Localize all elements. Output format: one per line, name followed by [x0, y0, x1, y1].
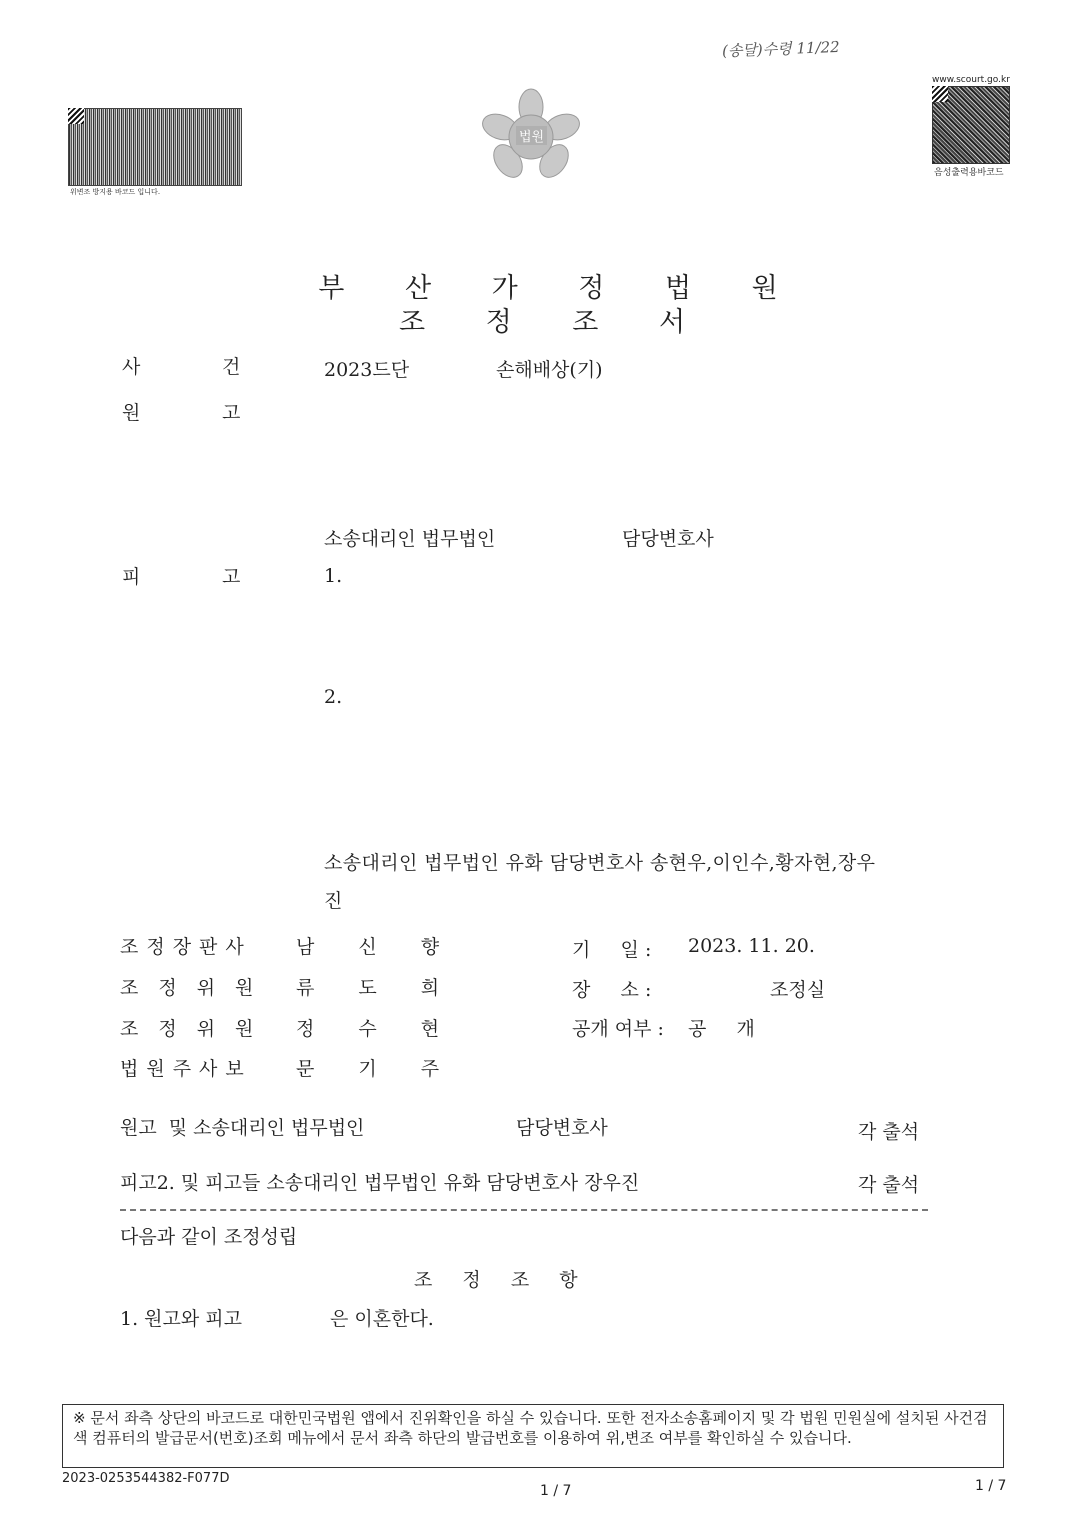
plaintiff-label-b: 고: [222, 402, 241, 424]
court-seal-text: 법원: [516, 126, 547, 145]
voice-output-barcode: [932, 86, 1010, 164]
session-date-label: 기 일 :: [572, 939, 652, 961]
attendance-left: 피고2. 및 피고들 소송대리인 법무법인 유화 담당변호사 장우진: [120, 1172, 640, 1194]
issue-number: 2023-0253544382-F077D: [62, 1471, 230, 1486]
session-public-label: 공개 여부 :: [572, 1018, 664, 1040]
anti-forgery-barcode-caption: 위변조 방지용 바코드 입니다.: [70, 188, 161, 196]
document-title: 조 정 조 서: [398, 307, 712, 338]
attendance-right: 각 출석: [858, 1174, 920, 1196]
established-text: 다음과 같이 조정성립: [120, 1226, 298, 1248]
term-1-suffix: 은 이혼한다.: [330, 1308, 434, 1330]
plaintiff-agent-prefix: 소송대리인 법무법인: [324, 528, 496, 550]
divider-line: [120, 1209, 928, 1211]
defendant-label-a: 피: [122, 566, 141, 588]
official-name: 정 수 현: [296, 1018, 440, 1040]
court-name: 부 산 가 정 법 원: [318, 273, 804, 304]
plaintiff-label-a: 원: [122, 402, 141, 424]
scourt-url: www.scourt.go.kr: [932, 75, 1010, 85]
official-role: 조정위원: [120, 1018, 274, 1040]
defendant-label-b: 고: [222, 566, 241, 588]
case-number: 2023드단: [324, 359, 410, 381]
session-place-value: 조정실: [770, 979, 826, 1001]
official-role: 조정장판사: [120, 936, 252, 958]
defendant-item-2: 2.: [324, 686, 343, 708]
defendant-item-1: 1.: [324, 565, 343, 587]
official-name: 류 도 희: [296, 977, 440, 999]
verification-notice: ※ 문서 좌측 상단의 바코드로 대한민국법원 앱에서 진위확인을 하실 수 있습니다. 또한 전자소송홈페이지 및 각 법원 민원실에 설치된 사건검색 컴퓨터의 발급문서(번호)조회 메뉴에서 문서 좌측 하단의 발급번호를 이용하여 위,변조 여부를 확인하실 수 있습니다.: [62, 1404, 1004, 1468]
attendance-left: 원고 및 소송대리인 법무법인: [120, 1117, 365, 1139]
defendant-agent-line2: 진: [324, 890, 343, 912]
session-date-value: 2023. 11. 20.: [688, 935, 815, 957]
case-label-a: 사: [122, 356, 141, 378]
term-1-prefix: 1. 원고와 피고: [120, 1308, 242, 1330]
official-name: 문 기 주: [296, 1058, 440, 1080]
defendant-agent-line1: 소송대리인 법무법인 유화 담당변호사 송현우,이인수,황자현,장우: [324, 852, 876, 874]
case-label-b: 건: [222, 356, 241, 378]
session-public-value: 공 개: [688, 1018, 755, 1040]
official-role: 조정위원: [120, 977, 274, 999]
case-name: 손해배상(기): [496, 359, 603, 381]
terms-heading: 조 정 조 항: [414, 1269, 584, 1291]
attendance-middle: 담당변호사: [516, 1117, 608, 1139]
official-role: 법원주사보: [120, 1058, 252, 1080]
voice-output-barcode-caption: 음성출력용바코드: [934, 168, 1004, 178]
attendance-right: 각 출석: [858, 1121, 920, 1143]
page-number-right: 1 / 7: [975, 1478, 1007, 1494]
handwritten-note: (송달)수령 11/22: [721, 37, 840, 61]
session-place-label: 장 소 :: [572, 979, 652, 1001]
page-number-center: 1 / 7: [540, 1483, 572, 1499]
plaintiff-agent-suffix: 담당변호사: [622, 528, 714, 550]
official-name: 남 신 향: [296, 936, 440, 958]
anti-forgery-barcode: [68, 108, 242, 186]
